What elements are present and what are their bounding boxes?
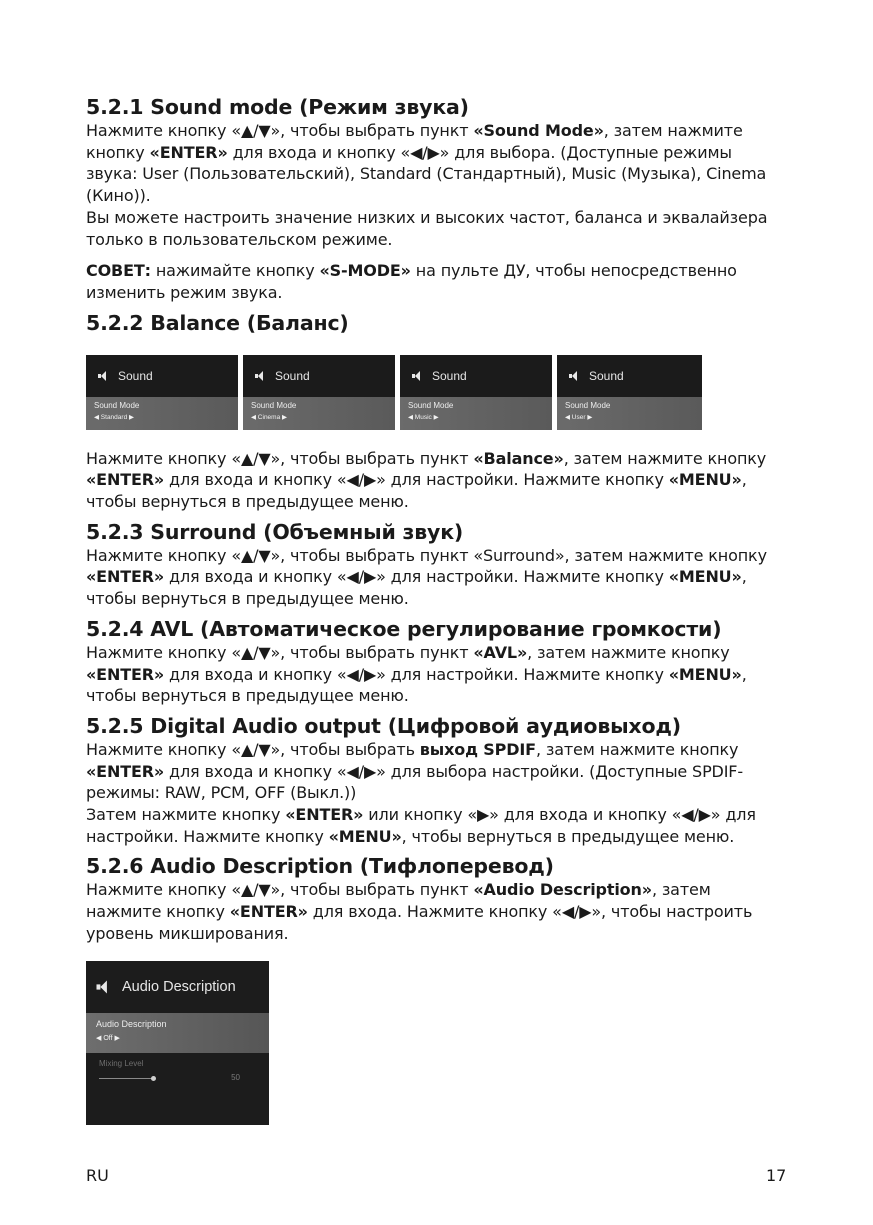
section-title-avl: 5.2.4 AVL (Автоматическое регулирование громкости) — [86, 616, 722, 641]
section-title-sound-mode: 5.2.1 Sound mode (Режим звука) — [86, 95, 469, 119]
mixing-level-slider — [99, 1072, 256, 1086]
sound-mode-tip: СОВЕТ: нажимайте кнопку «S-MODE» на пульте ДУ, чтобы непосредственно изменить режим звука. — [86, 261, 737, 302]
avl-paragraph: Нажмите кнопку «▲/▼», чтобы выбрать пункт «AVL», затем нажмите кнопку «ENTER» для входа и кнопку «◀/▶» для настройки. Нажмите кнопку «MENU», чтобы вернуться в предыдущее меню. — [86, 642, 747, 706]
screenshot-standard — [86, 355, 238, 430]
section-title-balance: 5.2.2 Balance (Баланс) — [86, 310, 349, 335]
section-title-audio-description: 5.2.6 Audio Description (Тифлоперевод) — [86, 854, 554, 879]
screen-row-label: Sound Mode — [408, 400, 454, 410]
screen-title: Sound — [118, 368, 153, 383]
screen-row-label: Sound Mode — [94, 400, 140, 410]
mixing-level-value: 50 — [231, 1072, 240, 1082]
screen-row-value: ◀ User ▶ — [565, 413, 593, 421]
balance-paragraph: Нажмите кнопку «▲/▼», чтобы выбрать пункт «Balance», затем нажмите кнопку «ENTER» для входа и кнопку «◀/▶» для настройки. Нажмите кнопку «MENU», чтобы вернуться в предыдущее меню. — [86, 448, 767, 512]
sound-mode-note: Вы можете настроить значение низких и высоких частот, баланса и эквалайзера только в пользовательском режиме. — [86, 207, 768, 249]
sound-mode-screenshots — [86, 355, 786, 430]
screen-title: Sound — [275, 368, 310, 383]
screen-row-label: Sound Mode — [251, 400, 297, 410]
page-number: 17 — [766, 1166, 787, 1185]
audio-description-paragraph: Нажмите кнопку «▲/▼», чтобы выбрать пункт «Audio Description», затем нажмите кнопку «ENTER» для входа. Нажмите кнопку «◀/▶», чтобы настроить уровень микширования. — [86, 880, 753, 943]
speaker-icon — [255, 371, 265, 381]
audio-description-screenshot — [86, 961, 269, 1125]
screen-row-label: Audio Description — [96, 1018, 167, 1029]
sound-mode-paragraph: Нажмите кнопку «▲/▼», чтобы выбрать пункт «Sound Mode», затем нажмите кнопку «ENTER» для входа и кнопку «◀/▶» для выбора. (Доступные режимы звука: User (Пользовательский), Standard (Стандартный), Music (Музыка), Cinema (Кино)). — [86, 121, 767, 206]
screen-title: Sound — [432, 368, 467, 383]
section-title-digital-audio-output: 5.2.5 Digital Audio output (Цифровой аудиовыход) — [86, 713, 681, 738]
surround-paragraph: Нажмите кнопку «▲/▼», чтобы выбрать пункт «Surround», затем нажмите кнопку «ENTER» для входа и кнопку «◀/▶» для настройки. Нажмите кнопку «MENU», чтобы вернуться в предыдущее меню. — [86, 545, 767, 609]
page-content — [86, 94, 786, 1125]
screen-title: Audio Description — [122, 978, 236, 995]
screenshot-cinema — [243, 355, 395, 430]
screen-row-value: ◀ Off ▶ — [96, 1034, 120, 1042]
screenshot-music — [400, 355, 552, 430]
section-title-surround: 5.2.3 Surround (Объемный звук) — [86, 519, 464, 544]
screenshot-user — [557, 355, 702, 430]
screen-row-value: ◀ Standard ▶ — [94, 413, 134, 421]
screen-row-label: Sound Mode — [565, 400, 611, 410]
digital-audio-paragraph-1: Нажмите кнопку «▲/▼», чтобы выбрать выход SPDIF, затем нажмите кнопку «ENTER» для входа и кнопку «◀/▶» для выбора настройки. (Доступные SPDIF-режимы: RAW, PCM, OFF (Выкл.)) — [86, 739, 743, 803]
screen-row-value: ◀ Cinema ▶ — [251, 413, 288, 421]
speaker-icon — [412, 371, 422, 381]
slider-knob — [151, 1076, 156, 1081]
screen-row-value: ◀ Music ▶ — [408, 413, 439, 421]
speaker-icon — [97, 980, 110, 993]
speaker-icon — [569, 371, 579, 381]
mixing-level-label: Mixing Level — [99, 1058, 144, 1068]
slider-track — [99, 1078, 153, 1079]
speaker-icon — [98, 371, 108, 381]
footer-language: RU — [86, 1166, 109, 1185]
digital-audio-paragraph-2: Затем нажмите кнопку «ENTER» или кнопку «▶» для входа и кнопку «◀/▶» для настройки. Нажмите кнопку «MENU», чтобы вернуться в предыдущее меню. — [86, 805, 756, 846]
screen-title: Sound — [589, 368, 624, 383]
